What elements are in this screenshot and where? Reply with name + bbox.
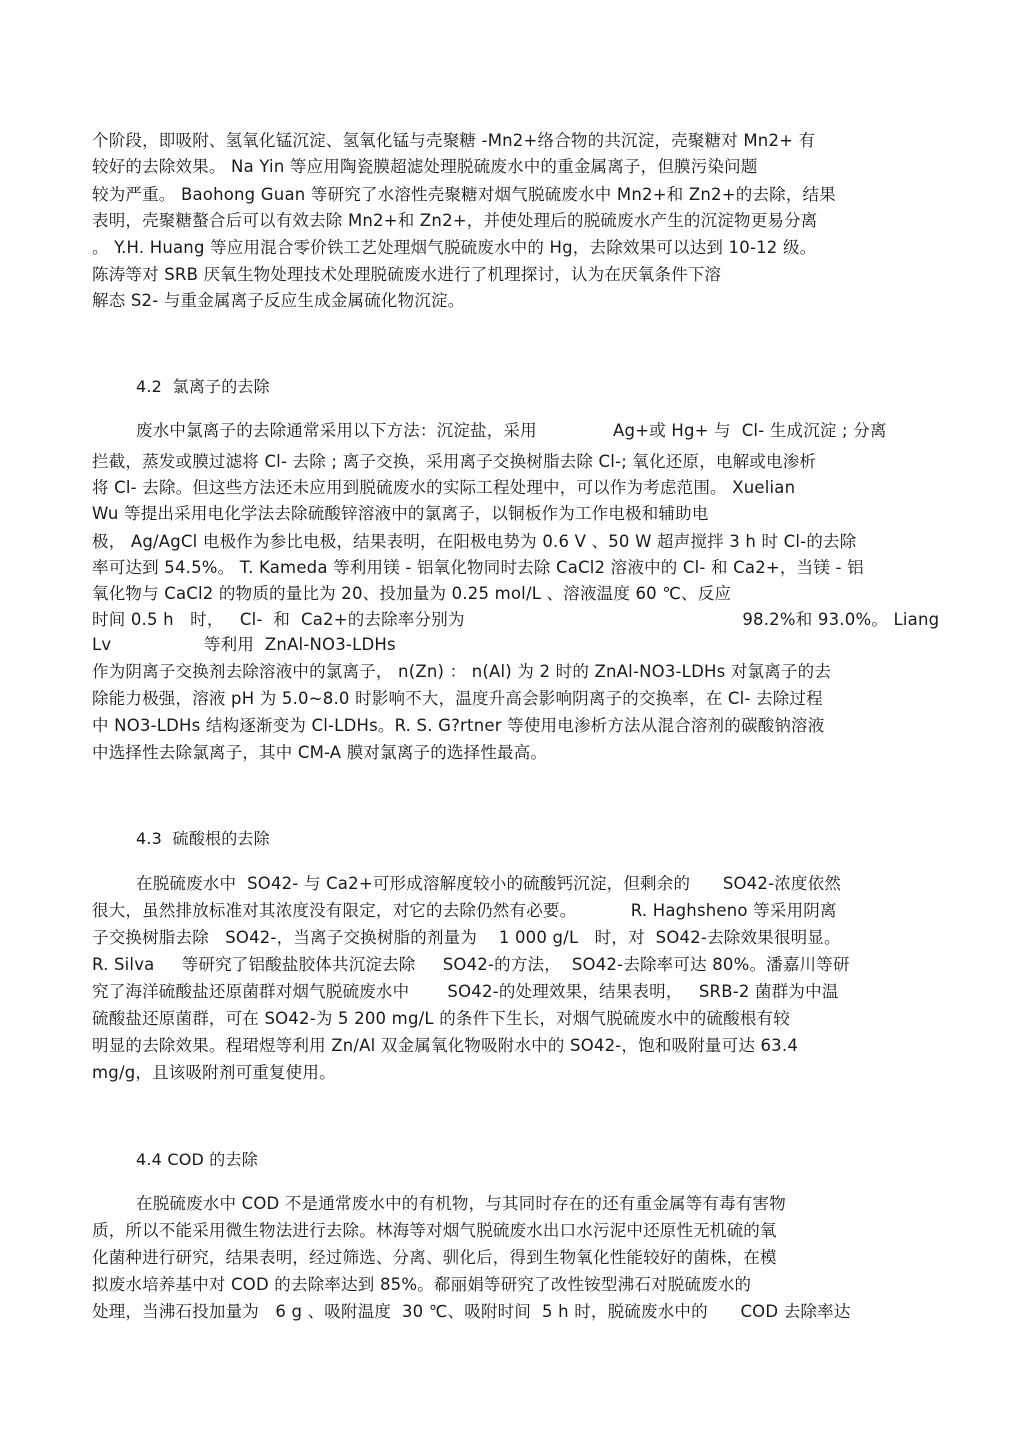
text-line: 时间 0.5 h 时， Cl- 和 Ca2+的去除率分别为 98.2%和 93.0%。 Liang <box>92 610 940 629</box>
text-line: 子交换树脂去除 SO42-，当离子交换树脂的剂量为 1 000 g/L 时，对 SO42-去除效果很明显。 <box>92 928 841 947</box>
text-line: 将 Cl- 去除。但这些方法还未应用到脱硫废水的实际工程处理中，可以作为考虑范围。 Xuelian <box>92 478 796 497</box>
text-line: 陈涛等对 SRB 厌氧生物处理技术处理脱硫废水进行了机理探讨，认为在厌氧条件下溶 <box>92 265 722 284</box>
text-line: 解态 S2- 与重金属离子反应生成金属硫化物沉淀。 <box>92 291 465 310</box>
text-line: 中选择性去除氯离子，其中 CM-A 膜对氯离子的选择性最高。 <box>92 743 548 762</box>
text-line: 很大，虽然排放标准对其浓度没有限定，对它的去除仍然有必要。 R. Haghsheno 等采用阴离 <box>92 901 837 920</box>
section-heading: 4.2 氯离子的去除 <box>136 377 270 396</box>
text-line: 极， Ag/AgCl 电极作为参比电极，结果表明，在阳极电势为 0.6 V 、50 W 超声搅拌 3 h 时 Cl-的去除 <box>92 532 857 551</box>
text-line: 硫酸盐还原菌群，可在 SO42-为 5 200 mg/L 的条件下生长，对烟气脱硫废水中的硫酸根有较 <box>92 1009 790 1028</box>
text-line: Wu 等提出采用电化学法去除硫酸锌溶液中的氯离子，以铜板作为工作电极和辅助电 <box>92 504 709 523</box>
text-line: 明显的去除效果。程珺煜等利用 Zn/Al 双金属氧化物吸附水中的 SO42-，饱和吸附量可达 63.4 <box>92 1036 799 1055</box>
text-line: R. Silva 等研究了铝酸盐胶体共沉淀去除 SO42-的方法， SO42-去除率可达 80%。潘嘉川等研 <box>92 955 850 974</box>
text-line: mg/g，且该吸附剂可重复使用。 <box>92 1063 336 1082</box>
text-line: 率可达到 54.5%。 T. Kameda 等利用镁 - 铝氧化物同时去除 CaCl2 溶液中的 Cl- 和 Ca2+，当镁 - 铝 <box>92 558 864 577</box>
text-line: 较为严重。 Baohong Guan 等研究了水溶性壳聚糖对烟气脱硫废水中 Mn2+和 Zn2+的去除，结果 <box>92 185 836 204</box>
section-heading: 4.4 COD 的去除 <box>136 1150 258 1169</box>
text-line: 拟废水培养基中对 COD 的去除率达到 85%。郗丽娟等研究了改性铵型沸石对脱硫废水的 <box>92 1275 752 1294</box>
text-line: 。 Y.H. Huang 等应用混合零价铁工艺处理烟气脱硫废水中的 Hg，去除效果可以达到 10-12 级。 <box>92 238 817 257</box>
text-line: 个阶段，即吸附、氢氧化锰沉淀、氢氧化锰与壳聚糖 -Mn2+络合物的共沉淀，壳聚糖对 Mn2+ 有 <box>92 131 816 150</box>
text-line: 氧化物与 CaCl2 的物质的量比为 20、投加量为 0.25 mol/L 、溶液温度 60 ℃、反应 <box>92 584 732 603</box>
text-line: Lv 等利用 ZnAl-NO3-LDHs <box>92 635 396 654</box>
text-line: 表明，壳聚糖螯合后可以有效去除 Mn2+和 Zn2+，并使处理后的脱硫废水产生的沉淀物更易分离 <box>92 211 818 230</box>
text-line: 除能力极强，溶液 pH 为 5.0~8.0 时影响不大，温度升高会影响阴离子的交换率，在 Cl- 去除过程 <box>92 689 823 708</box>
text-line: 中 NO3-LDHs 结构逐渐变为 Cl-LDHs。R. S. G?rtner 等使用电渗析方法从混合溶剂的碳酸钠溶液 <box>92 716 825 735</box>
text-line: 废水中氯离子的去除通常采用以下方法：沉淀盐，采用 Ag+或 Hg+ 与 Cl- 生成沉淀 ; 分离 <box>136 421 887 440</box>
text-line: 处理，当沸石投加量为 6 g 、吸附温度 30 ℃、吸附时间 5 h 时，脱硫废水中的 COD 去除率达 <box>92 1302 851 1321</box>
text-line: 究了海洋硫酸盐还原菌群对烟气脱硫废水中 SO42-的处理效果，结果表明， SRB-2 菌群为中温 <box>92 982 839 1001</box>
text-line: 作为阴离子交换剂去除溶液中的氯离子， n(Zn) ： n(Al) 为 2 时的 ZnAl-NO3-LDHs 对氯离子的去 <box>92 662 832 681</box>
text-line: 拦截，蒸发或膜过滤将 Cl- 去除 ; 离子交换，采用离子交换树脂去除 Cl-; 氧化还原，电解或电渗析 <box>92 452 817 471</box>
text-line: 在脱硫废水中 SO42- 与 Ca2+可形成溶解度较小的硫酸钙沉淀，但剩余的 SO42-浓度依然 <box>136 874 842 893</box>
section-heading: 4.3 硫酸根的去除 <box>136 829 270 848</box>
text-line: 化菌种进行研究，结果表明，经过筛选、分离、驯化后，得到生物氧化性能较好的菌株，在模 <box>92 1248 777 1267</box>
text-line: 较好的去除效果。 Na Yin 等应用陶瓷膜超滤处理脱硫废水中的重金属离子，但膜污染问题 <box>92 157 758 176</box>
text-line: 在脱硫废水中 COD 不是通常废水中的有机物，与其同时存在的还有重金属等有毒有害物 <box>136 1194 786 1213</box>
text-line: 质，所以不能采用微生物法进行去除。林海等对烟气脱硫废水出口水污泥中还原性无机硫的氧 <box>92 1221 777 1240</box>
